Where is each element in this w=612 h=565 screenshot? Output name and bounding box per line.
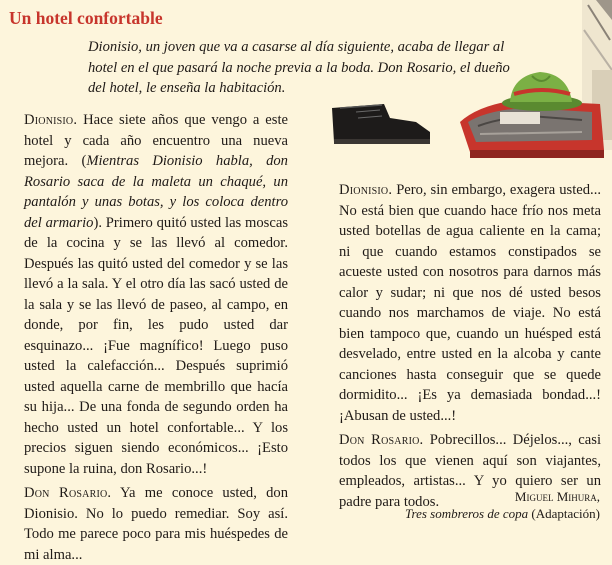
left-column [8,110,288,565]
dialogue-line [323,180,601,426]
dialogue-text: Pero, sin embargo, exagera usted... No está bien que cuando hace frío nos meta usted botellas de agua caliente en la cama; ni que cuando estamos constipados se acueste usted con nosotros para darnos más calor y sudar; ni que nos dé usted besos cuando nos marchamos de viaje. No está bien tampoco que, cuando un huésped está desvelado, entre usted en la alcoba y cante canciones hasta conseguir que se quede dormidito... ¡Es ya demasiada bondad...! ¡Abusan de usted...! [339,182,601,424]
credit-work: Tres sombreros de copa [405,506,529,521]
speaker-name: Don Rosario. [24,485,112,501]
page-title: Un hotel confortable [9,8,163,28]
stage-direction: Mientras Dionisio habla, don Rosario saca de la maleta un chaqué, un pantalón y unas botas, y los coloca dentro del armario [24,153,288,231]
right-column [323,180,601,512]
illustration [320,0,612,160]
dialogue-text: Ya me conoce usted, don Dionisio. No lo puedo remediar. Soy así. Todo me parece poco para mis huéspedes de mi alma... [24,485,289,563]
dialogue-line [8,483,288,565]
speaker-name: Dionisio. [339,182,393,198]
source-credit [405,488,600,522]
dialogue-text: ). Primero quitó usted las moscas de la cocina y se las llevó al comedor. Después las quitó usted del comedor y se las llevó a la sala. Y el otro día las sacó usted de la sala y se las llevó de paseo, al campo, en donde, por fin, les pudo usted dar esquinazo... ¡Fue magnífico! Luego puso usted la calefacción... Después suprimió usted aquella carne de membrillo que hacía su hija... De una fonda de segundo orden ha hecho usted un hotel confortable... Y los precios siguen siendo económicos... ¡Esto supone la ruina, don Rosario...! [24,214,288,477]
boot-icon [332,104,430,144]
intro-paragraph: Dionisio, un joven que va a casarse al día siguiente, acaba de llegar al hotel en el que pasará la noche previa a la boda. Don Rosario, el dueño del hotel, le enseña la habitación. [88,39,510,96]
credit-note: (Adaptación) [528,506,600,521]
dialogue-text: Pobrecillos... Déjelos..., casi todos los que vienen aquí son viajantes, empleados, artistas... Y yo quiero ser un padre para todos. [339,432,601,510]
dialogue-line [8,110,288,479]
credit-author: Miguel Mihura, [514,489,600,504]
speaker-name: Don Rosario. [339,432,424,448]
dialogue-text: Hace siete años que vengo a este hotel y cada año encuentro una nueva mejora. ( [24,112,288,169]
hat-icon [502,72,582,111]
speaker-name: Dionisio. [24,112,78,128]
